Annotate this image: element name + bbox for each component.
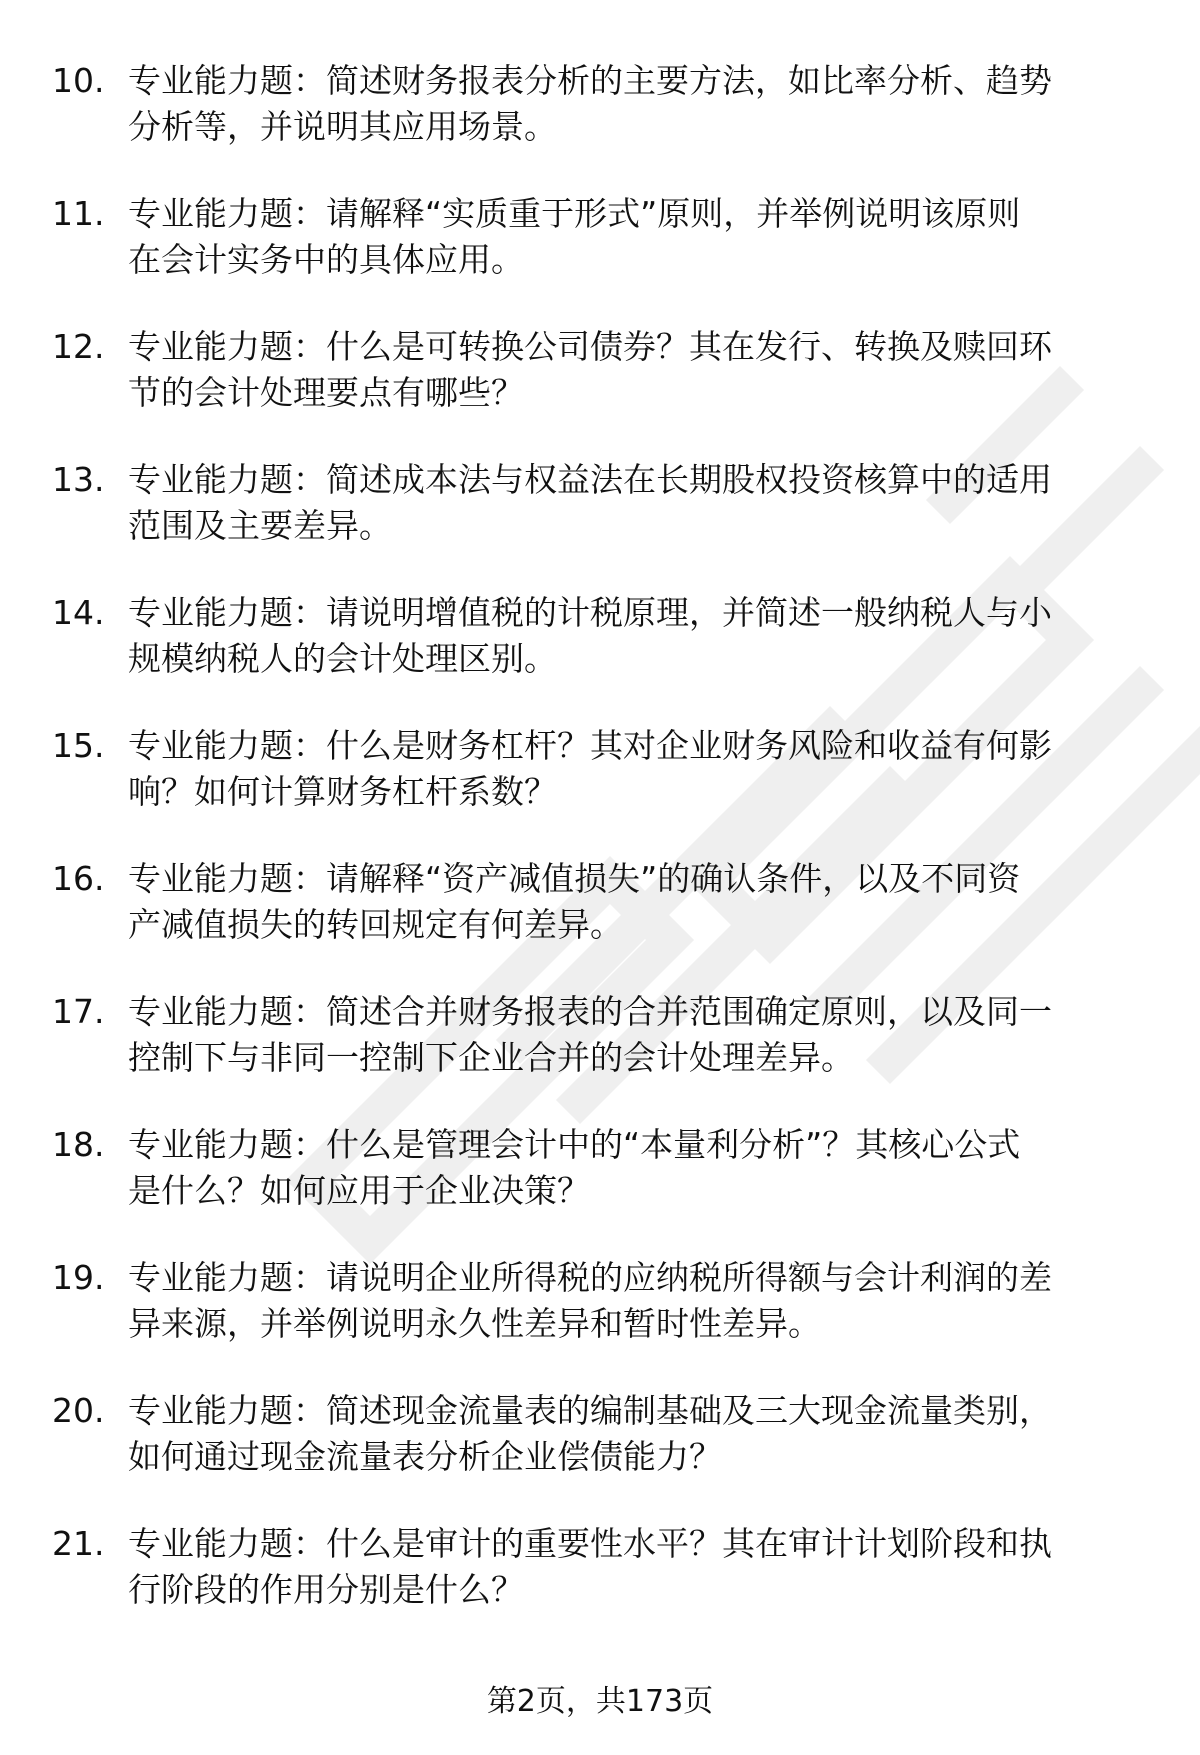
question-text-line: 产减值损失的转回规定有何差异。 bbox=[128, 905, 623, 944]
question-number: 16. bbox=[52, 859, 105, 898]
question-number: 12. bbox=[52, 327, 105, 366]
question-item bbox=[0, 457, 1200, 549]
question-number: 19. bbox=[52, 1258, 105, 1297]
question-text-line: 行阶段的作用分别是什么？ bbox=[128, 1570, 524, 1609]
question-text bbox=[128, 856, 1140, 948]
question-text-line: 响？如何计算财务杠杆系数？ bbox=[128, 772, 557, 811]
question-item bbox=[0, 1122, 1200, 1214]
question-number: 13. bbox=[52, 460, 105, 499]
question-text-line: 专业能力题：什么是财务杠杆？其对企业财务风险和收益有何影 bbox=[128, 726, 1052, 765]
question-item bbox=[0, 856, 1200, 948]
question-text-line: 专业能力题：什么是管理会计中的“本量利分析”？其核心公式 bbox=[128, 1125, 1021, 1164]
question-item bbox=[0, 324, 1200, 416]
question-text-line: 在会计实务中的具体应用。 bbox=[128, 240, 524, 279]
question-item bbox=[0, 58, 1200, 150]
question-number: 10. bbox=[52, 61, 105, 100]
question-text bbox=[128, 1255, 1140, 1347]
question-item bbox=[0, 590, 1200, 682]
question-text-line: 专业能力题：请解释“资产减值损失”的确认条件，以及不同资 bbox=[128, 859, 1021, 898]
question-number: 14. bbox=[52, 593, 105, 632]
question-number: 21. bbox=[52, 1524, 105, 1563]
question-text-line: 分析等，并说明其应用场景。 bbox=[128, 107, 557, 146]
question-text-line: 专业能力题：简述现金流量表的编制基础及三大现金流量类别， bbox=[128, 1391, 1052, 1430]
question-text-line: 专业能力题：什么是审计的重要性水平？其在审计计划阶段和执 bbox=[128, 1524, 1052, 1563]
question-item bbox=[0, 1388, 1200, 1480]
question-number: 18. bbox=[52, 1125, 105, 1164]
question-text-line: 节的会计处理要点有哪些？ bbox=[128, 373, 524, 412]
question-number: 15. bbox=[52, 726, 105, 765]
page-footer: 第2页，共173页 bbox=[486, 1684, 714, 1719]
question-text-line: 专业能力题：请解释“实质重于形式”原则，并举例说明该原则 bbox=[128, 194, 1021, 233]
question-text bbox=[128, 723, 1140, 815]
question-item bbox=[0, 1521, 1200, 1613]
question-item bbox=[0, 1255, 1200, 1347]
question-text bbox=[128, 191, 1140, 283]
question-item bbox=[0, 989, 1200, 1081]
question-text-line: 异来源，并举例说明永久性差异和暂时性差异。 bbox=[128, 1304, 821, 1343]
question-number: 20. bbox=[52, 1391, 105, 1430]
question-text bbox=[128, 1521, 1140, 1613]
question-text-line: 如何通过现金流量表分析企业偿债能力？ bbox=[128, 1437, 722, 1476]
question-text-line: 专业能力题：什么是可转换公司债券？其在发行、转换及赎回环 bbox=[128, 327, 1052, 366]
question-item bbox=[0, 191, 1200, 283]
question-text-line: 控制下与非同一控制下企业合并的会计处理差异。 bbox=[128, 1038, 854, 1077]
question-text bbox=[128, 1122, 1140, 1214]
question-text bbox=[128, 1388, 1140, 1480]
question-text-line: 范围及主要差异。 bbox=[128, 506, 392, 545]
question-text bbox=[128, 989, 1140, 1081]
question-number: 11. bbox=[52, 194, 105, 233]
question-item bbox=[0, 723, 1200, 815]
question-text bbox=[128, 324, 1140, 416]
question-number: 17. bbox=[52, 992, 105, 1031]
question-list bbox=[0, 58, 1200, 1654]
question-text-line: 专业能力题：简述财务报表分析的主要方法，如比率分析、趋势 bbox=[128, 61, 1052, 100]
question-text bbox=[128, 590, 1140, 682]
question-text-line: 专业能力题：请说明增值税的计税原理，并简述一般纳税人与小 bbox=[128, 593, 1052, 632]
question-text bbox=[128, 58, 1140, 150]
question-text-line: 是什么？如何应用于企业决策？ bbox=[128, 1171, 590, 1210]
question-text bbox=[128, 457, 1140, 549]
question-text-line: 规模纳税人的会计处理区别。 bbox=[128, 639, 557, 678]
question-text-line: 专业能力题：简述成本法与权益法在长期股权投资核算中的适用 bbox=[128, 460, 1052, 499]
question-text-line: 专业能力题：简述合并财务报表的合并范围确定原则，以及同一 bbox=[128, 992, 1052, 1031]
question-text-line: 专业能力题：请说明企业所得税的应纳税所得额与会计利润的差 bbox=[128, 1258, 1052, 1297]
